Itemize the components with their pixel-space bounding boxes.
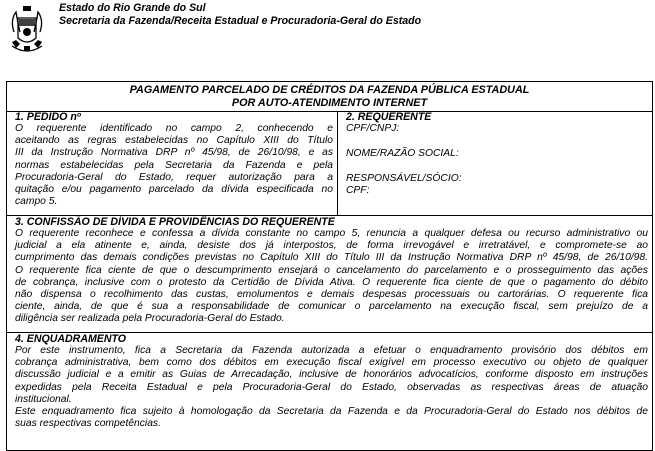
section-1-text-line: campo 5.	[15, 196, 58, 208]
state-name: Estado do Rio Grande do Sul	[59, 2, 206, 14]
cpf-cnpj-field: CPF/CNPJ:	[346, 123, 400, 134]
section-4-title: 4. ENQUADRAMENTO	[15, 333, 127, 345]
agency-names: Secretaria da Fazenda/Receita Estadual e Procuradoria-Geral do Estado	[59, 15, 422, 27]
section-3-text-line: O requerente fica ciente de que o descumprimento ensejará o cancelamento do parcelamento e o prosseguimento das ações	[15, 264, 648, 276]
section-3-text-line: de cobrança, inclusive com o protesto da Certidão de Dívida Ativa. O requerente fica ciente de que o pagamento do débito	[15, 276, 648, 288]
form-title	[7, 82, 652, 112]
section-4-text-line: discussão judicial e a emitir as Guias de Arrecadação, inclusive de honorários advocatícios, conforme disposto em instruções	[15, 369, 648, 381]
section-4-text-line: institucional.	[15, 393, 72, 405]
responsible-partner-field: RESPONSÁVEL/SÓCIO:	[346, 173, 462, 184]
section-1-text-line: quitação e/ou pagamento parcelado da dívida especificada no	[15, 184, 333, 196]
section-4-text-line: expedidas pela Receita Estadual e pela Procuradoria-Geral do Estado, observadas as respectivas áreas de atuação	[15, 381, 648, 393]
company-name-field: NOME/RAZÃO SOCIAL:	[346, 148, 459, 159]
section-4-text-line: Por este instrumento, fica a Secretaria da Fazenda autorizada a efetuar o enquadramento provisório dos débitos em	[15, 345, 648, 356]
section-2-applicant	[338, 112, 652, 215]
form-subtitle-line: POR AUTO-ATENDIMENTO INTERNET	[231, 96, 428, 109]
section-4-text-line: suas respectivas competências.	[15, 418, 161, 430]
cpf-field: CPF:	[346, 185, 370, 196]
request-and-applicant-row	[7, 112, 652, 216]
section-3-title: 3. CONFISSÃO DE DÍVIDA E PROVIDÊNCIAS DO REQUERENTE	[15, 216, 335, 228]
section-1-text-line: Procuradoria-Geral do Estado, requer autorização para a	[15, 171, 333, 183]
section-3-debt-confession	[7, 216, 652, 333]
section-3-text-line: ciente, ainda, de que é sua a responsabilidade de comunicar o parcelamento na execução fiscal, sem prejuízo de a	[15, 301, 648, 313]
section-3-text-line: não dispensa o recolhimento das custas, emolumentos e demais despesas processuais ou cartorárias. O requerente fica	[15, 289, 648, 301]
section-1-text-line: normas estabelecidas pela Secretaria da Fazenda e pela	[15, 159, 333, 171]
section-2-title: 2. REQUERENTE	[346, 111, 432, 123]
section-1-text-line: aceitando as regras estabelecidas no Capítulo XIII do Título	[15, 135, 333, 147]
section-1-request	[7, 112, 338, 215]
section-4-text-line: Este enquadramento fica sujeito à homologação da Secretaria da Fazenda e da Procuradoria-Geral do Estado nos débitos de	[15, 406, 648, 418]
state-coat-of-arms-icon	[6, 2, 48, 58]
section-1-title: 1. PEDIDO nº	[15, 111, 81, 123]
section-1-text-line: O requerente identificado no campo 2, conhecendo e	[15, 123, 333, 134]
form-title-line: PAGAMENTO PARCELADO DE CRÉDITOS DA FAZENDA PÚBLICA ESTADUAL	[129, 84, 530, 96]
section-3-text-line: diligência ser realizada pela Procuradoria-Geral do Estado.	[15, 313, 285, 325]
section-4-classification	[7, 333, 652, 430]
section-3-text-line: O requerente reconhece e confessa a dívida constante no campo 5, renuncia a qualquer defesa ou recurso administrativo ou	[15, 228, 648, 239]
installment-request-form	[6, 81, 653, 451]
section-1-text-line: III da Instrução Normativa DRP nº 45/98, de 26/10/98, e as	[15, 147, 333, 159]
section-3-text-line: judicial a ela atinente e, ainda, desiste dos já interpostos, de forma irrevogável e irretratável, e compromete-se ao	[15, 240, 648, 252]
section-3-text-line: cumprimento das demais condições previstas no Capítulo XIII do Título III da Instrução Normativa DRP nº 45/98, de 26/10/98.	[15, 252, 648, 264]
section-4-text-line: cobrança administrativa, bem como dos débitos em execução fiscal exigível em processo executivo ou objeto de qualquer	[15, 357, 648, 369]
